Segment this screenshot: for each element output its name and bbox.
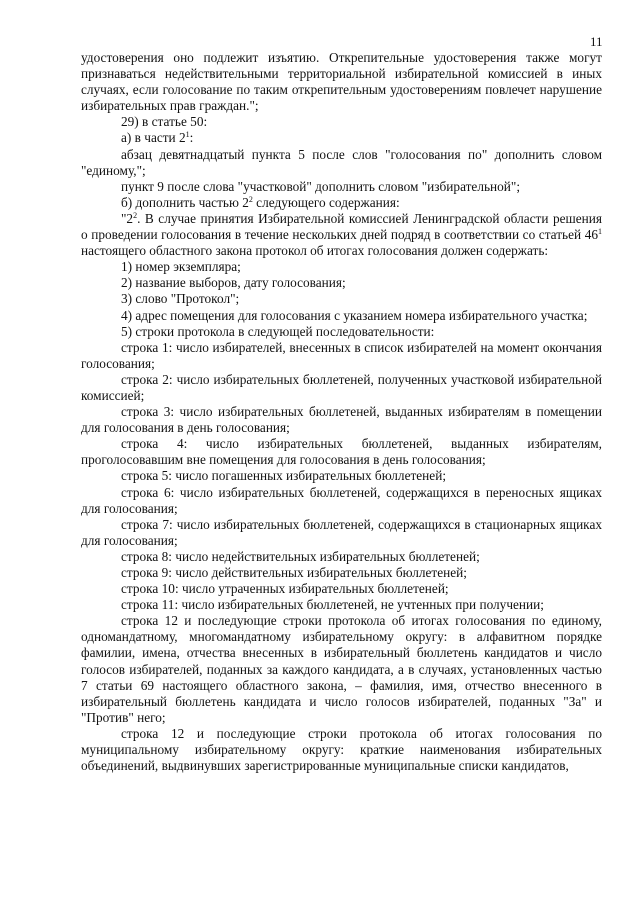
paragraph: б) дополнить частью $2^2$ следующего содержания:	[121, 194, 400, 210]
paragraph: строка 6: число избирательных бюллетеней, содержащихся в переносных ящиках для голосования;	[81, 484, 602, 516]
paragraph: строка 5: число погашенных избирательных бюллетеней;	[121, 468, 447, 484]
paragraph: 2) название выборов, дату голосования;	[121, 275, 346, 291]
page-number: 11	[590, 34, 603, 49]
paragraph: строка 12 и последующие строки протокола об итогах голосования по единому, одномандатному, многомандатному избирательному округу: в алфавитном порядке фамилии, имена, отчества внесенных в избирательный бюллетень кандидатов и число голосов избирателей, поданных за каждого кандидата, а в случаях, установленных частью 7 статьи 69 настоящего областного закона, – фамилия, имя, отчество внесенного в избирательный бюллетень кандидата и число голосов избирателей, поданных "За" и "Против" него;	[81, 613, 602, 725]
paragraph: строка 10: число утраченных избирательных бюллетеней;	[121, 581, 449, 597]
paragraph: строка 11: число избирательных бюллетеней, не учтенных при получении;	[121, 597, 544, 613]
paragraph: строка 3: число избирательных бюллетеней, выданных избирателям в помещении для голосования в день голосования;	[81, 404, 602, 436]
document-body	[81, 50, 602, 774]
paragraph: пункт 9 после слова "участковой" дополнить словом "избирательной";	[121, 178, 521, 194]
paragraph: удостоверения оно подлежит изъятию. Открепительные удостоверения также могут признаваться недействительными территориальной избирательной комиссией в иных случаях, если голосование по таким открепительным удостоверениям повлечет нарушение избирательных прав граждан.";	[81, 50, 602, 114]
paragraph: строка 4: число избирательных бюллетеней, выданных избирателям, проголосовавшим вне помещения для голосования в день голосования;	[81, 436, 602, 468]
paragraph: строка 7: число избирательных бюллетеней, содержащихся в стационарных ящиках для голосования;	[81, 516, 602, 548]
paragraph: 5) строки протокола в следующей последовательности:	[121, 323, 435, 339]
paragraph: "$2^2$. В случае принятия Избирательной комиссией Ленинградской области решения о проведении голосования в течение нескольких дней подряд в соответствии со статьей $46^1$ настоящего областного закона протокол об итогах голосования должен содержать:	[81, 210, 602, 259]
paragraph: 3) слово "Протокол";	[121, 291, 240, 307]
paragraph: 1) номер экземпляра;	[121, 259, 241, 275]
paragraph: а) в части $2^1$:	[121, 130, 194, 146]
paragraph: 4) адрес помещения для голосования с указанием номера избирательного участка;	[121, 307, 588, 323]
paragraph: строка 2: число избирательных бюллетеней, полученных участковой избирательной комиссией;	[81, 371, 602, 403]
paragraph: абзац девятнадцатый пункта 5 после слов "голосования по" дополнить словом "единому,";	[81, 146, 602, 178]
paragraph: строка 9: число действительных избирательных бюллетеней;	[121, 565, 467, 580]
paragraph: строка 8: число недействительных избирательных бюллетеней;	[121, 548, 480, 564]
paragraph: строка 1: число избирателей, внесенных в список избирателей на момент окончания голосования;	[81, 339, 602, 371]
paragraph: строка 12 и последующие строки протокола об итогах голосования по муниципальному избирательному округу: краткие наименования избирательных объединений, выдвинувших зарегистрированные муниципальные списки кандидатов,	[81, 725, 602, 774]
paragraph: 29) в статье 50:	[121, 114, 208, 130]
